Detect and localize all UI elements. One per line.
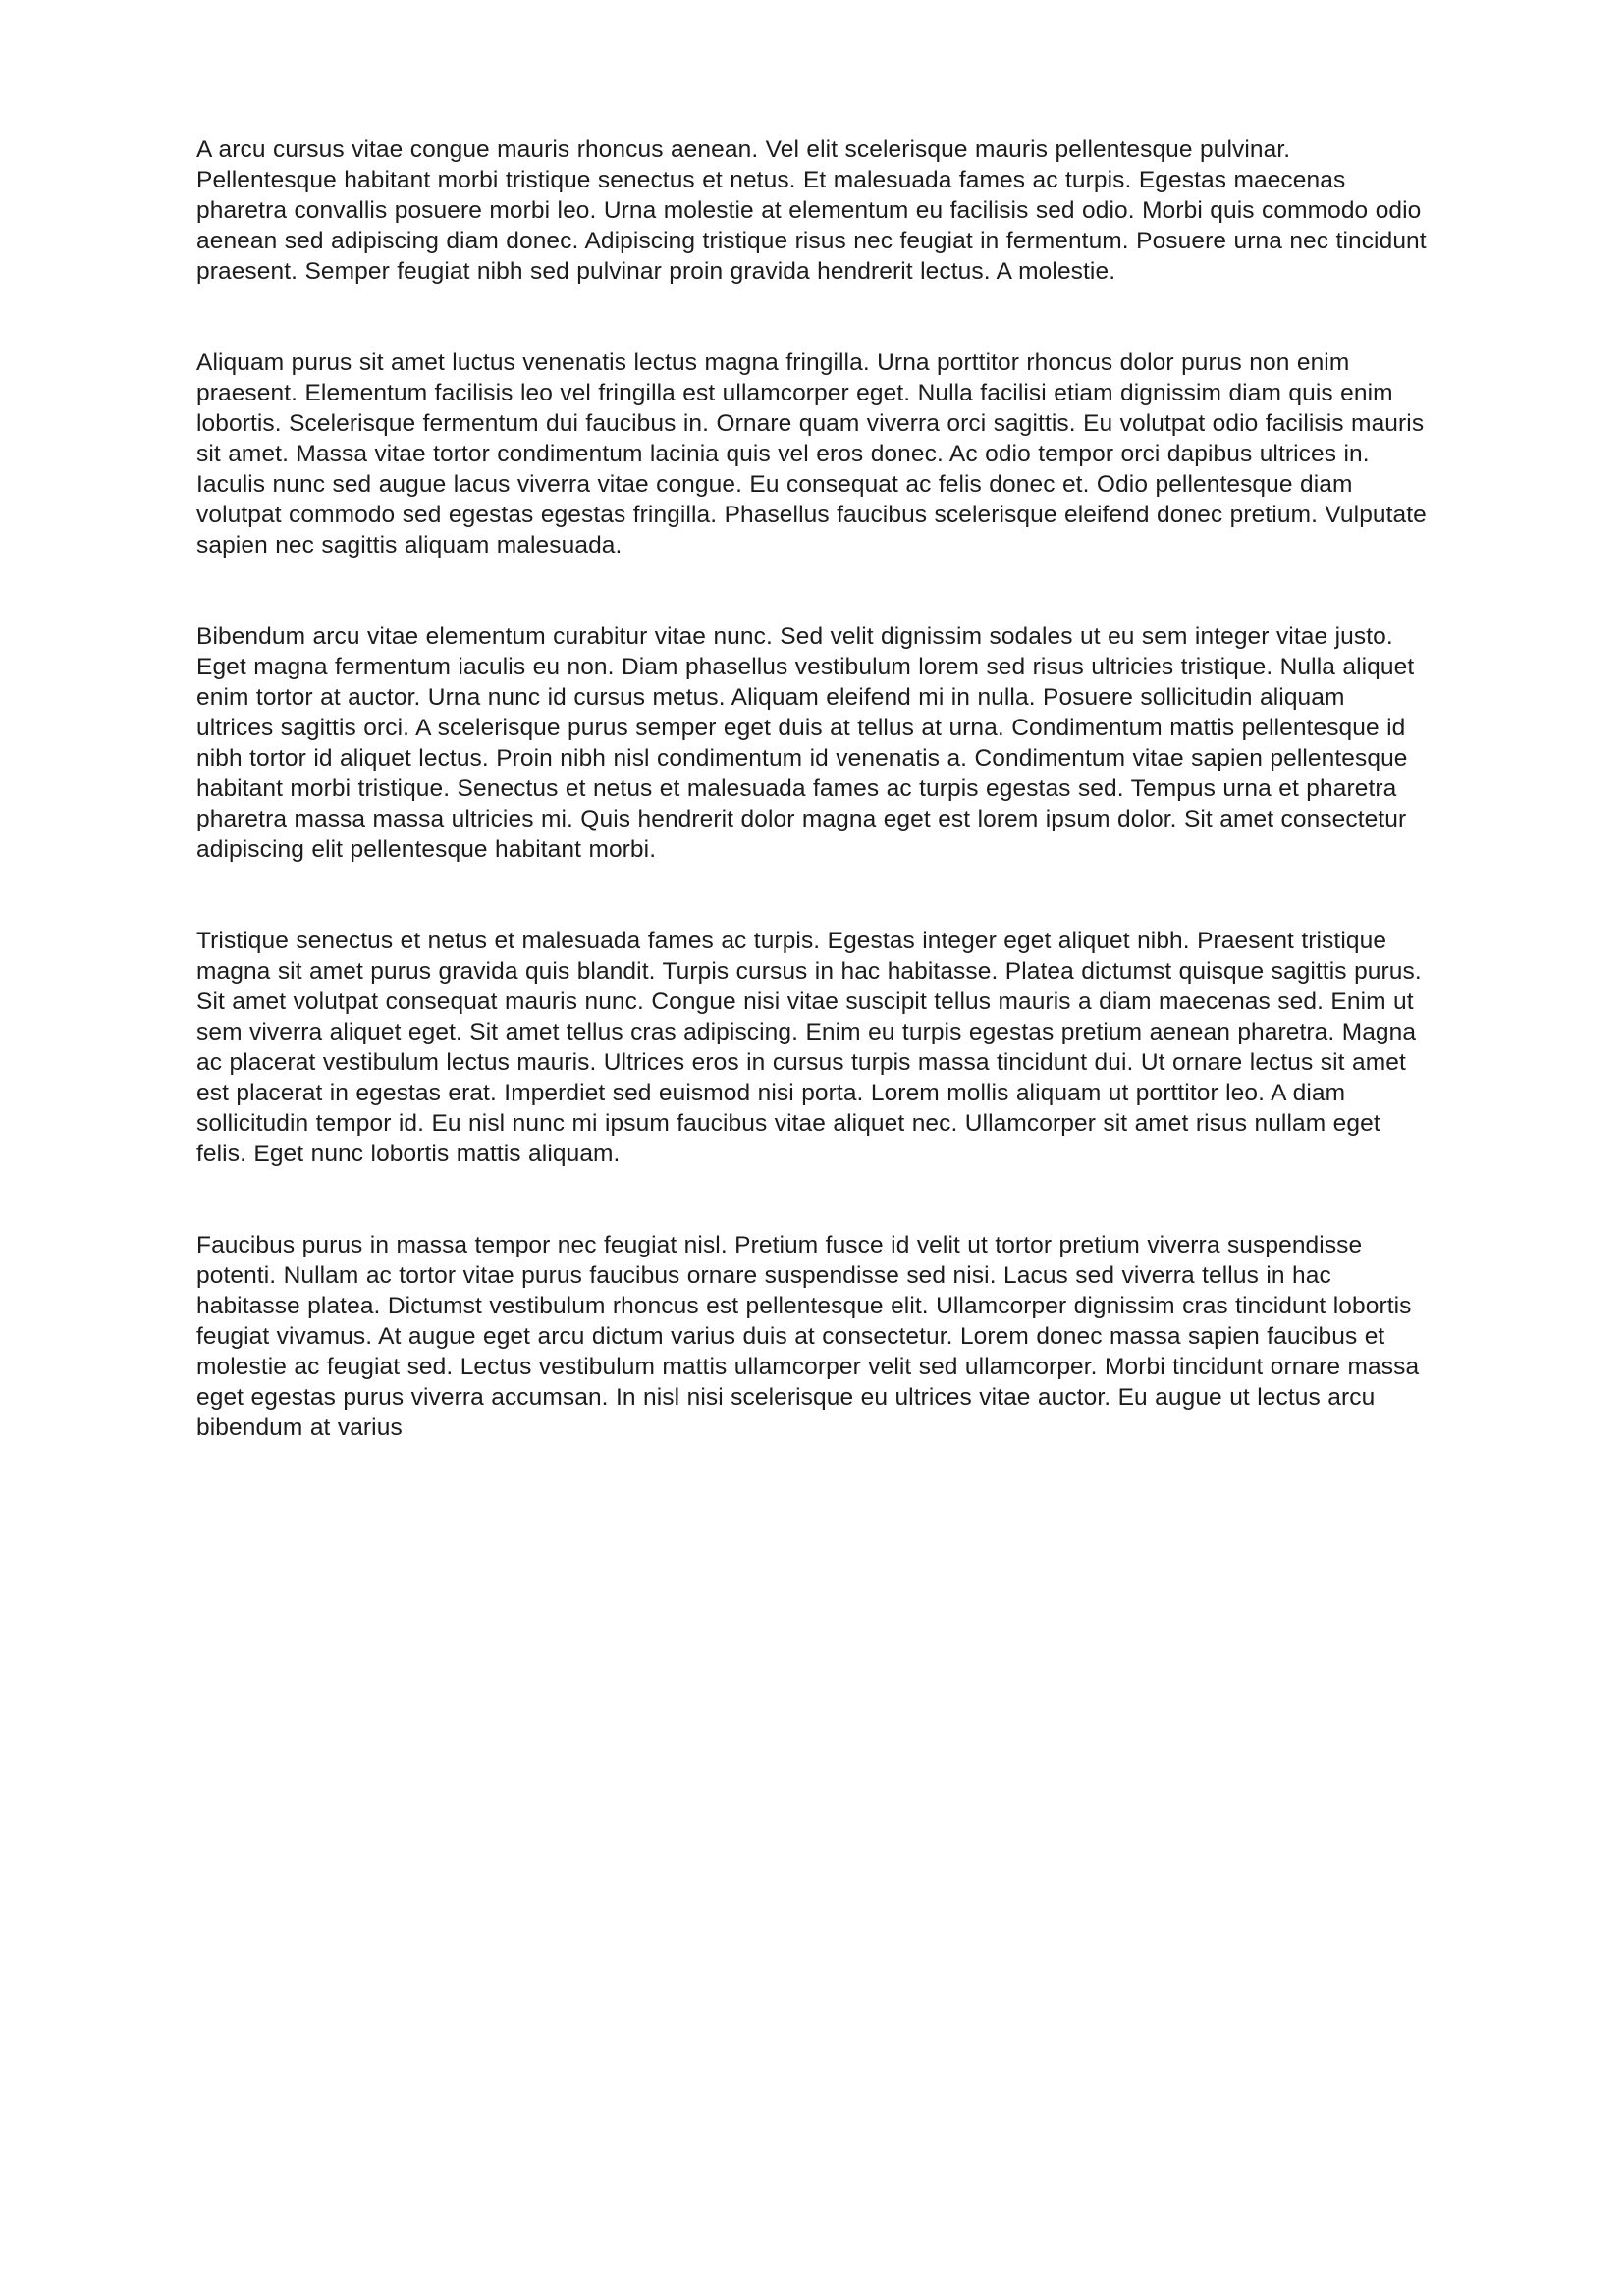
paragraph-3: Bibendum arcu vitae elementum curabitur vitae nunc. Sed velit dignissim sodales ut eu sem integer vitae justo. Eget magna fermentum iaculis eu non. Diam phasellus vestibulum lorem sed risus ultricies tristique. Nulla aliquet enim tortor at auctor. Urna nunc id cursus metus. Aliquam eleifend mi in nulla. Posuere sollicitudin aliquam ultrices sagittis orci. A scelerisque purus semper eget duis at tellus at urna. Condimentum mattis pellentesque id nibh tortor id aliquet lectus. Proin nibh nisl condimentum id venenatis a. Condimentum vitae sapien pellentesque habitant morbi tristique. Senectus et netus et malesuada fames ac turpis egestas sed. Tempus urna et pharetra pharetra massa massa ultricies mi. Quis hendrerit dolor magna eget est lorem ipsum dolor. Sit amet consectetur adipiscing elit pellentesque habitant morbi. bbox=[196, 623, 1415, 863]
paragraph-5: Faucibus purus in massa tempor nec feugiat nisl. Pretium fusce id velit ut tortor pretium viverra suspendisse potenti. Nullam ac tortor vitae purus faucibus ornare suspendisse sed nisi. Lacus sed viverra tellus in hac habitasse platea. Dictumst vestibulum rhoncus est pellentesque elit. Ullamcorper dignissim cras tincidunt lobortis feugiat vivamus. At augue eget arcu dictum varius duis at consectetur. Lorem donec massa sapien faucibus et molestie ac feugiat sed. Lectus vestibulum mattis ullamcorper velit sed ullamcorper. Morbi tincidunt ornare massa eget egestas purus viverra accumsan. In nisl nisi scelerisque eu ultrices vitae auctor. Eu augue ut lectus arcu bibendum at varius bbox=[196, 1232, 1420, 1441]
paragraph-4: Tristique senectus et netus et malesuada fames ac turpis. Egestas integer eget aliquet nibh. Praesent tristique magna sit amet purus gravida quis blandit. Turpis cursus in hac habitasse. Platea dictumst quisque sagittis purus. Sit amet volutpat consequat mauris nunc. Congue nisi vitae suscipit tellus mauris a diam maecenas sed. Enim ut sem viverra aliquet eget. Sit amet tellus cras adipiscing. Enim eu turpis egestas pretium aenean pharetra. Magna ac placerat vestibulum lectus mauris. Ultrices eros in cursus turpis massa tincidunt dui. Ut ornare lectus sit amet est placerat in egestas erat. Imperdiet sed euismod nisi porta. Lorem mollis aliquam ut porttitor leo. A diam sollicitudin tempor id. Eu nisl nunc mi ipsum faucibus vitae aliquet nec. Ullamcorper sit amet risus nullam eget felis. Eget nunc lobortis mattis aliquam. bbox=[196, 928, 1422, 1167]
paragraph-2: Aliquam purus sit amet luctus venenatis lectus magna fringilla. Urna porttitor rhoncus dolor purus non enim praesent. Elementum facilisis leo vel fringilla est ullamcorper eget. Nulla facilisi etiam dignissim diam quis enim lobortis. Scelerisque fermentum dui faucibus in. Ornare quam viverra orci sagittis. Eu volutpat odio facilisis mauris sit amet. Massa vitae tortor condimentum lacinia quis vel eros donec. Ac odio tempor orci dapibus ultrices in. Iaculis nunc sed augue lacus viverra vitae congue. Eu consequat ac felis donec et. Odio pellentesque diam volutpat commodo sed egestas egestas fringilla. Phasellus faucibus scelerisque eleifend donec pretium. Vulputate sapien nec sagittis aliquam malesuada. bbox=[196, 349, 1427, 559]
paragraph-1: A arcu cursus vitae congue mauris rhoncus aenean. Vel elit scelerisque mauris pellentesque pulvinar. Pellentesque habitant morbi tristique senectus et netus. Et malesuada fames ac turpis. Egestas maecenas pharetra convallis posuere morbi leo. Urna molestie at elementum eu facilisis sed odio. Morbi quis commodo odio aenean sed adipiscing diam donec. Adipiscing tristique risus nec feugiat in fermentum. Posuere urna nec tincidunt praesent. Semper feugiat nibh sed pulvinar proin gravida hendrerit lectus. A molestie. bbox=[196, 136, 1427, 285]
